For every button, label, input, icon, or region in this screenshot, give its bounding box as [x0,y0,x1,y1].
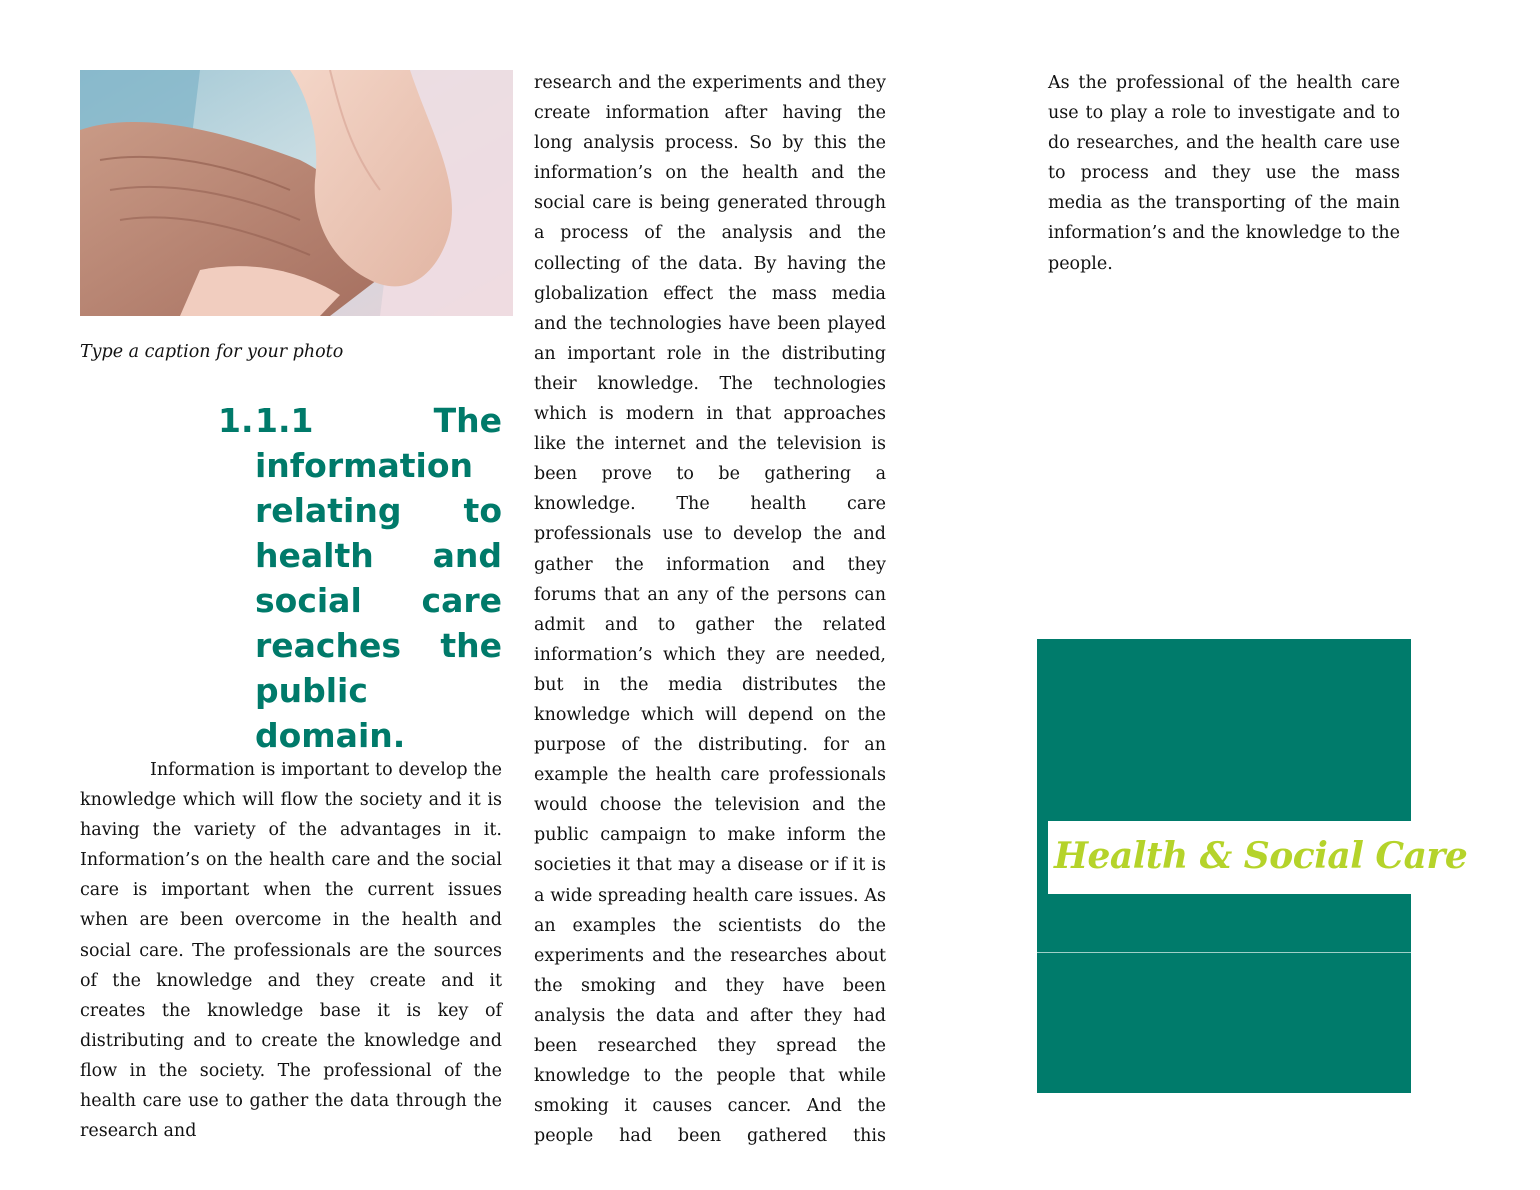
heading-text: 1.1 The information relating to health and social care reaches the public domain. [255,401,502,755]
column2-paragraph: research and the experiments and they create information after having the long analysis process. So by this the information’s on the health and the social care is being generated through a process of the analysis and the collecting of the data. By having the globalization effect the mass media and the technologies have been played an important role in the distributing their knowledge. The technologies which is modern in that approaches like the internet and the television is been prove to be gathering a knowledge. The health care professionals use to develop the and gather the information and they forums that an any of the persons can admit and to gather the related information’s which they are needed, but in the media distributes the knowledge which will depend on the purpose of the distributing. for an example the health care professionals would choose the television and the public campaign to make inform the societies it that may a disease or if it is a wide spreading health care issues. As an examples the scientists do the experiments and the researches about the smoking and they have been analysis the data and after they had been researched they spread the knowledge to the people that while smoking it causes cancer. And the people had been gathered this [534,73,886,1147]
photo-caption: Type a caption for your photo [80,342,344,362]
cover-title-box [1048,821,1468,894]
column1-paragraph: Information is important to develop the knowledge which will flow the society and it is having the variety of the advantages in it. Information’s on the health care and the social care is important when the current issues when are been overcome in the health and social care. The professionals are the sources of the knowledge and they create and it creates the knowledge base it is key of distributing and to create the knowledge and flow in the society. The professional of the health care use to gather the data through the research and [80,760,502,1142]
heading-list-number: 1. [218,401,254,440]
photo-illustration [80,70,513,316]
holding-hands-photo [80,70,513,316]
column3-paragraph: As the professional of the health care use to play a role to investigate and to do researches, and the health care use to process and they use the mass media as the transporting of the main information’s and the knowledge to the people. [1048,73,1400,274]
cover-title: Health & Social Care [1054,835,1468,877]
panel-divider [1037,952,1411,953]
